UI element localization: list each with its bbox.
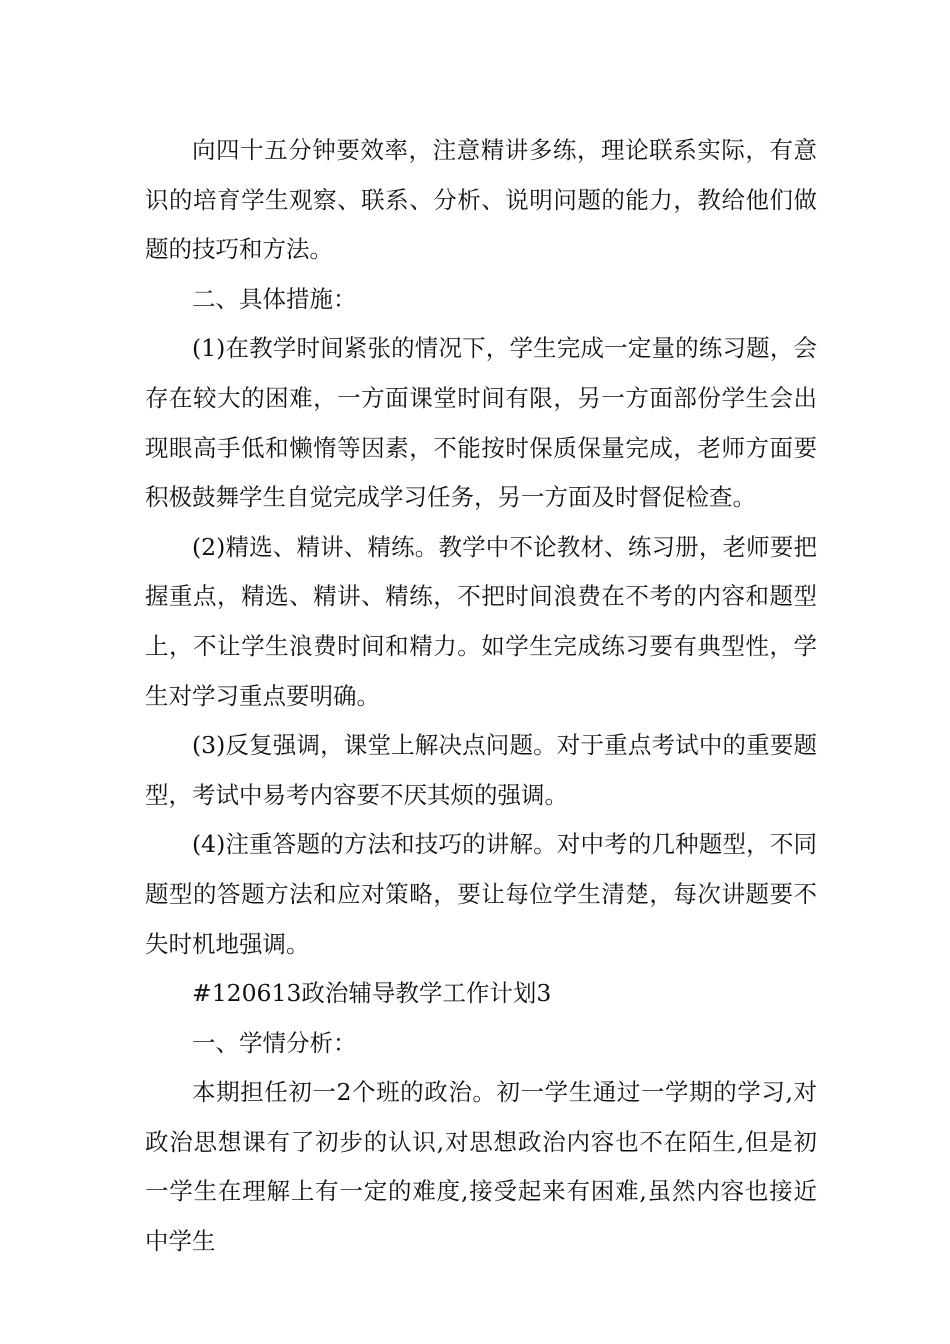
paragraph-measure-4: (4)注重答题的方法和技巧的讲解。对中考的几种题型，不同题型的答题方法和应对策略，要让每位学生清楚，每次讲题要不失时机地强调。 <box>145 830 817 958</box>
heading-specific-measures: 二、具体措施： <box>192 284 357 313</box>
paragraph-student-analysis: 本期担任初一2个班的政治。初一学生通过一学期的学习,对政治思想课有了初步的认识,对思想政治内容也不在陌生,但是初一学生在理解上有一定的难度,接受起来有困难,虽然内容也接近中学生 <box>145 1078 817 1256</box>
paragraph-measure-1: (1)在教学时间紧张的情况下，学生完成一定量的练习题，会存在较大的困难，一方面课堂时间有限，另一方面部份学生会出现眼高手低和懒惰等因素，不能按时保质保量完成，老师方面要积极鼓舞学生自觉完成学习任务，另一方面及时督促检查。 <box>145 334 817 512</box>
paragraph-efficiency: 向四十五分钟要效率，注意精讲多练，理论联系实际，有意识的培育学生观察、联系、分析、说明问题的能力，教给他们做题的技巧和方法。 <box>145 136 817 264</box>
heading-student-analysis: 一、学情分析： <box>192 1028 357 1057</box>
document-page <box>145 126 817 1267</box>
paragraph-measure-3: (3)反复强调，课堂上解决点问题。对于重点考试中的重要题型，考试中易考内容要不厌其烦的强调。 <box>145 731 817 809</box>
section-title-plan-3: #120613政治辅导教学工作计划3 <box>192 979 552 1008</box>
paragraph-measure-2: (2)精选、精讲、精练。教学中不论教材、练习册，老师要把握重点，精选、精讲、精练，不把时间浪费在不考的内容和题型上，不让学生浪费时间和精力。如学生完成练习要有典型性，学生对学习重点要明确。 <box>145 532 817 710</box>
